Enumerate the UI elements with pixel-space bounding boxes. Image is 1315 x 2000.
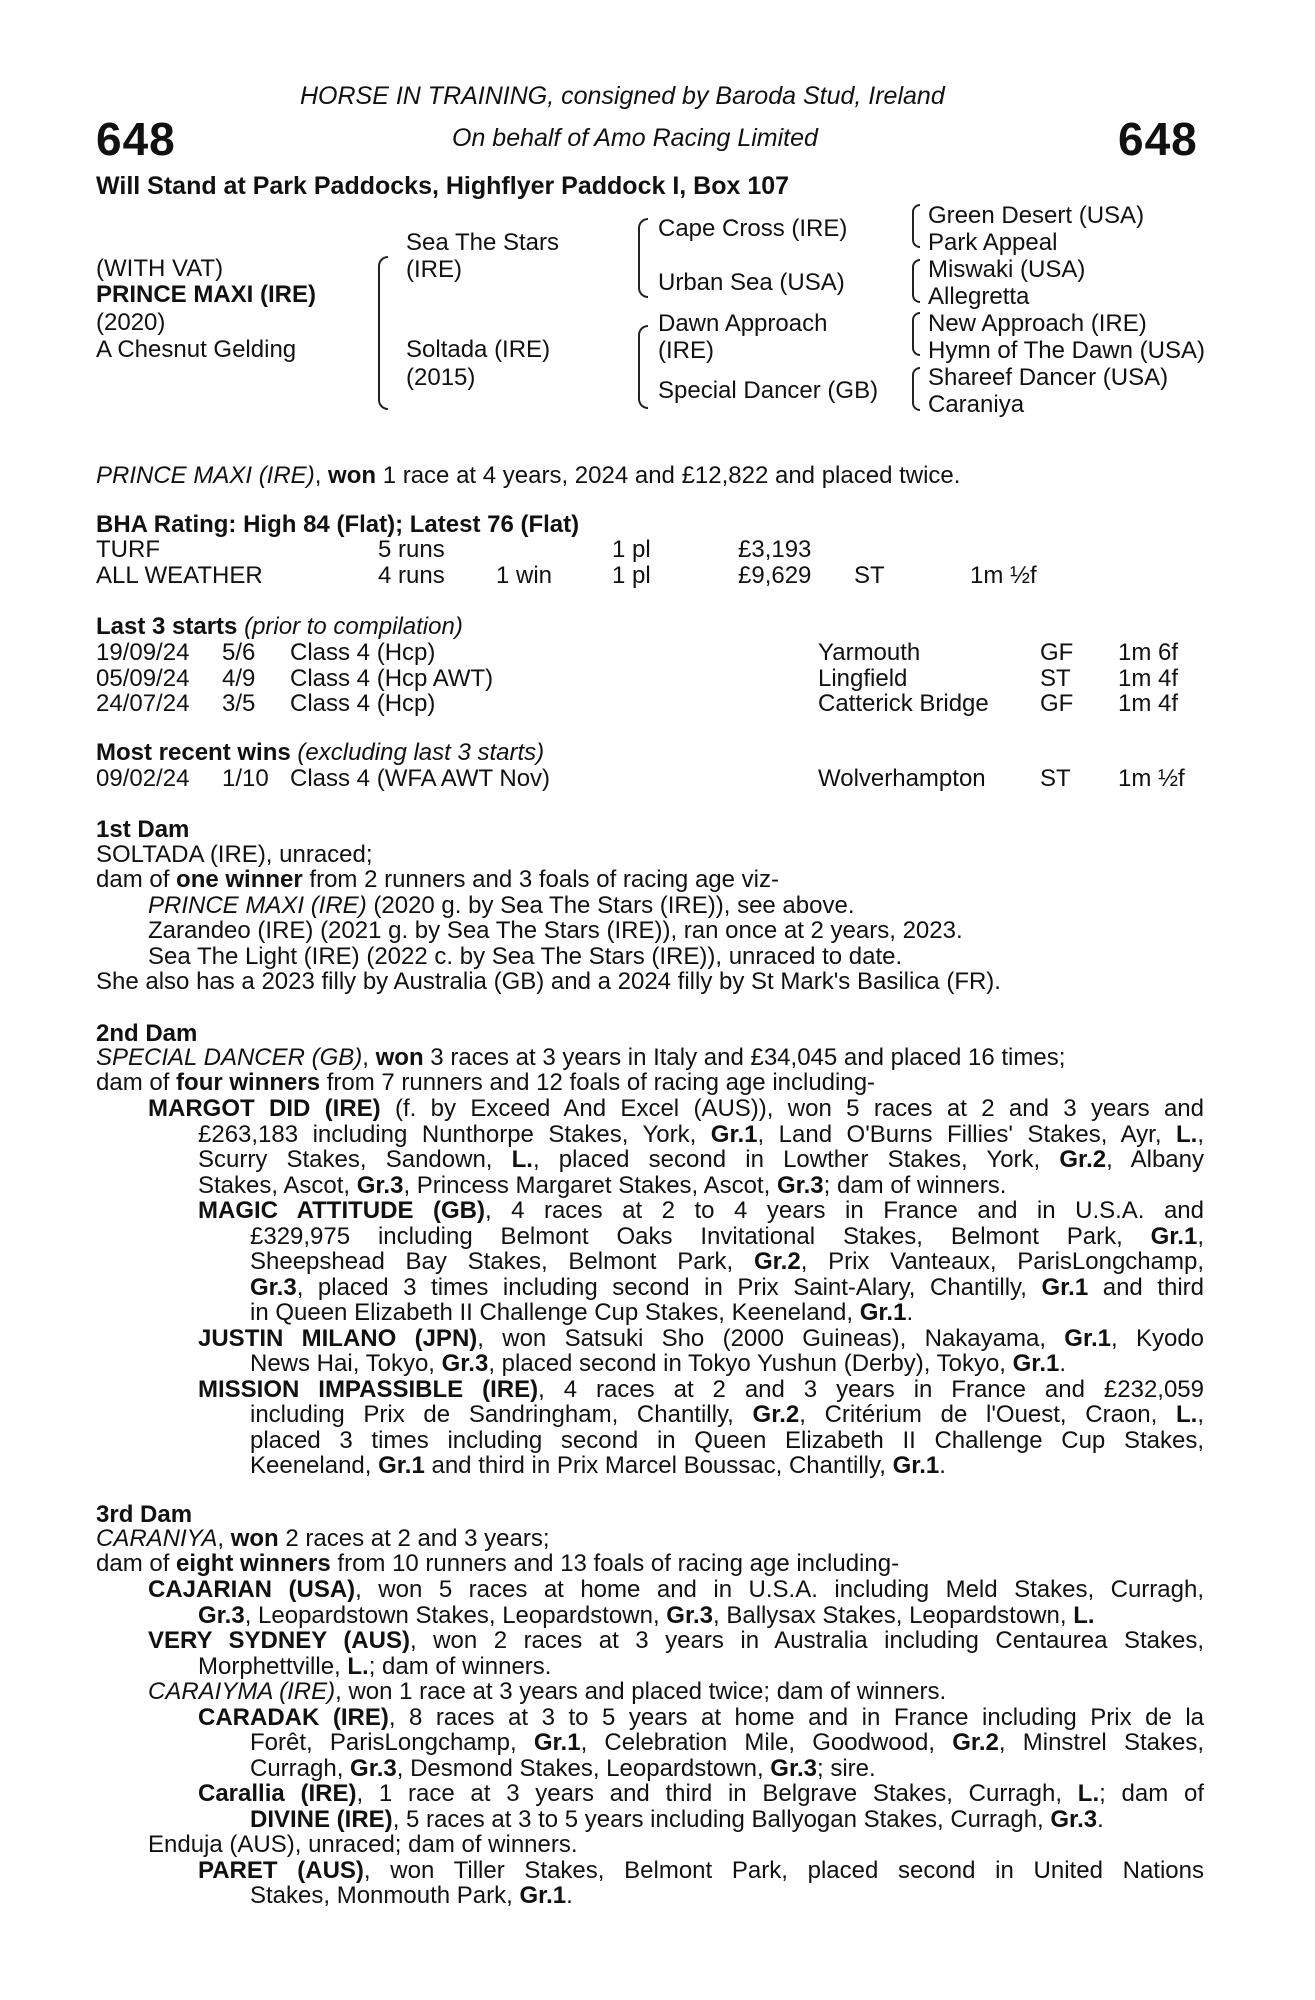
cajarian-line: CAJARIAN (USA), won 5 races at home and in U.S.A. including Meld Stakes, Curragh, bbox=[148, 1577, 1204, 1603]
grandparent-4: Allegretta bbox=[928, 283, 1030, 310]
rating-money-1: £9,629 bbox=[738, 562, 812, 589]
pedigree-brace-4 bbox=[912, 204, 920, 248]
dam3-line2: dam of eight winners from 10 runners and 13 foals of racing age including- bbox=[96, 1550, 900, 1577]
last3-row-pos: 3/5 bbox=[222, 690, 256, 717]
enduja-line: Enduja (AUS), unraced; dam of winners. bbox=[148, 1831, 578, 1858]
rating-pl-1: 1 pl bbox=[612, 562, 651, 589]
dam3-title: 3rd Dam bbox=[96, 1501, 193, 1528]
magic-attitude-line: £329,975 including Belmont Oaks Invitational Stakes, Belmont Park, Gr.1, bbox=[250, 1223, 1204, 1250]
dam2-title: 2nd Dam bbox=[96, 1020, 198, 1047]
rating-money-0: £3,193 bbox=[738, 536, 812, 563]
rating-surface-0: TURF bbox=[96, 536, 160, 563]
dam1-line5: Sea The Light (IRE) (2022 c. by Sea The Stars (IRE)), unraced to date. bbox=[148, 943, 903, 970]
caraiyma-line: CARAIYMA (IRE), won 1 race at 3 years and placed twice; dam of winners. bbox=[148, 1678, 947, 1705]
last3-row-going: GF bbox=[1040, 639, 1074, 666]
magic-attitude-line: in Queen Elizabeth II Challenge Cup Stakes, Keeneland, Gr.1. bbox=[250, 1299, 914, 1326]
rating-pl-0: 1 pl bbox=[612, 536, 651, 563]
behalf-line: On behalf of Amo Racing Limited bbox=[452, 124, 818, 152]
margot-did-line: £263,183 including Nunthorpe Stakes, York, Gr.1, Land O'Burns Fillies' Stakes, Ayr, L., bbox=[198, 1121, 1204, 1148]
carallia-line: Carallia (IRE), 1 race at 3 years and third in Belgrave Stakes, Curragh, L.; dam of bbox=[198, 1781, 1204, 1807]
dam1-line1: SOLTADA (IRE), unraced; bbox=[96, 841, 373, 868]
last3-row-going: ST bbox=[1040, 664, 1071, 692]
consignor-line: HORSE IN TRAINING, consigned by Baroda Stud, Ireland bbox=[300, 82, 945, 110]
rating-dist-1: 1m ½f bbox=[970, 562, 1037, 589]
justin-milano-line: News Hai, Tokyo, Gr.3, placed second in Tokyo Yushun (Derby), Tokyo, Gr.1. bbox=[250, 1350, 1067, 1377]
vat-label: (WITH VAT) bbox=[96, 255, 224, 282]
lot-number-left: 648 bbox=[96, 113, 176, 165]
horse-desc: A Chesnut Gelding bbox=[96, 336, 297, 363]
rating-runs-1: 4 runs bbox=[378, 562, 445, 589]
horse-year: (2020) bbox=[96, 309, 166, 336]
dam-dam: Special Dancer (GB) bbox=[658, 377, 879, 404]
recent-row-race: Class 4 (WFA AWT Nov) bbox=[290, 765, 551, 792]
recent-row-date: 09/02/24 bbox=[96, 765, 190, 792]
last3-row-pos: 4/9 bbox=[222, 664, 256, 692]
last3-row-course: Yarmouth bbox=[818, 639, 921, 666]
pedigree-brace-2 bbox=[638, 218, 648, 298]
last3-row-dist: 1m 6f bbox=[1118, 639, 1179, 666]
recent-title: Most recent wins bbox=[96, 739, 291, 766]
paret-line: Stakes, Monmouth Park, Gr.1. bbox=[250, 1882, 573, 1909]
dam1-title: 1st Dam bbox=[96, 816, 190, 843]
last3-row-pos: 5/6 bbox=[222, 639, 256, 666]
margot-did-line: Stakes, Ascot, Gr.3, Princess Margaret Stakes, Ascot, Gr.3; dam of winners. bbox=[198, 1171, 1007, 1199]
pedigree-brace-7 bbox=[912, 367, 920, 411]
dam-year: (2015) bbox=[406, 364, 476, 391]
magic-attitude-line: Gr.3, placed 3 times including second in Prix Saint-Alary, Chantilly, Gr.1 and third bbox=[250, 1274, 1204, 1301]
justin-milano-line: JUSTIN MILANO (JPN), won Satsuki Sho (2000 Guineas), Nakayama, Gr.1, Kyodo bbox=[198, 1325, 1204, 1352]
grandparent-1: Green Desert (USA) bbox=[928, 202, 1145, 229]
last3-row-date: 24/07/24 bbox=[96, 690, 190, 717]
rating-title: BHA Rating: High 84 (Flat); Latest 76 (Flat) bbox=[96, 511, 580, 538]
caradak-line: Forêt, ParisLongchamp, Gr.1, Celebration Mile, Goodwood, Gr.2, Minstrel Stakes, bbox=[250, 1730, 1204, 1756]
last3-row-dist: 1m 4f bbox=[1118, 664, 1179, 692]
recent-row-going: ST bbox=[1040, 765, 1071, 792]
recent-row-dist: 1m ½f bbox=[1118, 765, 1185, 792]
divine-line: DIVINE (IRE), 5 races at 3 to 5 years including Ballyogan Stakes, Curragh, Gr.3. bbox=[250, 1805, 1104, 1833]
dam2-line2: dam of four winners from 7 runners and 12 foals of racing age including- bbox=[96, 1069, 876, 1096]
grandparent-7: Shareef Dancer (USA) bbox=[928, 364, 1169, 391]
very-sydney-line: VERY SYDNEY (AUS), won 2 races at 3 years in Australia including Centaurea Stakes, bbox=[148, 1628, 1204, 1654]
dam1-line6: She also has a 2023 filly by Australia (GB) and a 2024 filly by St Mark's Basilica (FR). bbox=[96, 968, 1001, 995]
mission-impassible-line: Keeneland, Gr.1 and third in Prix Marcel Boussac, Chantilly, Gr.1. bbox=[250, 1452, 946, 1479]
caradak-line: CARADAK (IRE), 8 races at 3 to 5 years at home and in France including Prix de la bbox=[198, 1704, 1204, 1731]
magic-attitude-line: MAGIC ATTITUDE (GB), 4 races at 2 to 4 years in France and in U.S.A. and bbox=[198, 1198, 1204, 1224]
dam1-line3: PRINCE MAXI (IRE) (2020 g. by Sea The Stars (IRE)), see above. bbox=[148, 892, 855, 919]
last3-title: Last 3 starts bbox=[96, 613, 238, 640]
dam1-line4: Zarandeo (IRE) (2021 g. by Sea The Stars (IRE)), ran once at 2 years, 2023. bbox=[148, 917, 963, 944]
location-line: Will Stand at Park Paddocks, Highflyer Paddock I, Box 107 bbox=[96, 172, 790, 200]
dam-sire: Dawn Approach bbox=[658, 310, 828, 337]
race-summary: PRINCE MAXI (IRE), won 1 race at 4 years, 2024 and £12,822 and placed twice. bbox=[96, 462, 961, 489]
last3-row-date: 19/09/24 bbox=[96, 639, 190, 666]
mission-impassible-line: including Prix de Sandringham, Chantilly, Gr.2, Critérium de l'Ouest, Craon, L., bbox=[250, 1402, 1204, 1428]
mission-impassible-line: MISSION IMPASSIBLE (IRE), 4 races at 2 and 3 years in France and £232,059 bbox=[198, 1376, 1204, 1403]
magic-attitude-line: Sheepshead Bay Stakes, Belmont Park, Gr.2, Prix Vanteaux, ParisLongchamp, bbox=[250, 1249, 1204, 1275]
summary-name: PRINCE MAXI (IRE) bbox=[96, 462, 315, 489]
last3-row-race: Class 4 (Hcp AWT) bbox=[290, 664, 494, 692]
summary-text: 1 race at 4 years, 2024 and £12,822 and placed twice. bbox=[376, 462, 961, 489]
lot-number-right: 648 bbox=[1118, 113, 1198, 165]
last3-row-dist: 1m 4f bbox=[1118, 690, 1179, 717]
sire-sire: Cape Cross (IRE) bbox=[658, 215, 848, 242]
pedigree-brace-1 bbox=[378, 256, 388, 410]
last3-row-race: Class 4 (Hcp) bbox=[290, 690, 436, 717]
cajarian-line: Gr.3, Leopardstown Stakes, Leopardstown, Gr.3, Ballysax Stakes, Leopardstown, L. bbox=[198, 1601, 1095, 1629]
margot-did-line: Scurry Stakes, Sandown, L., placed second in Lowther Stakes, York, Gr.2, Albany bbox=[198, 1147, 1204, 1173]
sire-country: (IRE) bbox=[406, 256, 462, 283]
grandparent-6: Hymn of The Dawn (USA) bbox=[928, 337, 1205, 364]
recent-row-pos: 1/10 bbox=[222, 765, 269, 792]
rating-surface-1: ALL WEATHER bbox=[96, 562, 263, 589]
recent-heading bbox=[96, 740, 544, 766]
last3-row-race: Class 4 (Hcp) bbox=[290, 639, 436, 666]
last3-row-course: Lingfield bbox=[818, 664, 908, 692]
dam-name: Soltada (IRE) bbox=[406, 336, 551, 363]
sire-name: Sea The Stars bbox=[406, 229, 559, 256]
rating-going-1: ST bbox=[854, 562, 885, 589]
paret-line: PARET (AUS), won Tiller Stakes, Belmont Park, placed second in United Nations bbox=[198, 1857, 1204, 1884]
mission-impassible-line: placed 3 times including second in Queen Elizabeth II Challenge Cup Stakes, bbox=[250, 1427, 1204, 1454]
grandparent-8: Caraniya bbox=[928, 391, 1025, 418]
horse-name: PRINCE MAXI (IRE) bbox=[96, 281, 317, 308]
rating-runs-0: 5 runs bbox=[378, 536, 445, 563]
pedigree-brace-5 bbox=[912, 259, 920, 303]
summary-won: won bbox=[328, 462, 377, 489]
caradak-line: Curragh, Gr.3, Desmond Stakes, Leopardstown, Gr.3; sire. bbox=[250, 1754, 876, 1782]
last3-heading bbox=[96, 614, 463, 640]
very-sydney-line: Morphettville, L.; dam of winners. bbox=[198, 1652, 552, 1680]
last3-row-course: Catterick Bridge bbox=[818, 690, 989, 717]
dam1-line2: dam of one winner from 2 runners and 3 foals of racing age viz- bbox=[96, 866, 779, 893]
last3-row-going: GF bbox=[1040, 690, 1074, 717]
grandparent-3: Miswaki (USA) bbox=[928, 256, 1086, 283]
grandparent-2: Park Appeal bbox=[928, 229, 1058, 256]
recent-row-course: Wolverhampton bbox=[818, 765, 986, 792]
pedigree-brace-6 bbox=[912, 312, 920, 356]
last3-row-date: 05/09/24 bbox=[96, 664, 190, 692]
recent-note: (excluding last 3 starts) bbox=[297, 739, 545, 766]
margot-did-line: MARGOT DID (IRE) (f. by Exceed And Excel (AUS)), won 5 races at 2 and 3 years and bbox=[148, 1096, 1204, 1122]
rating-wins-1: 1 win bbox=[496, 562, 553, 589]
sire-dam: Urban Sea (USA) bbox=[658, 269, 845, 296]
dam3-line1: CARANIYA, won 2 races at 2 and 3 years; bbox=[96, 1525, 550, 1552]
pedigree-brace-3 bbox=[638, 325, 648, 409]
last3-note: (prior to compilation) bbox=[244, 613, 463, 640]
grandparent-5: New Approach (IRE) bbox=[928, 310, 1147, 337]
dam2-line1: SPECIAL DANCER (GB), won 3 races at 3 years in Italy and £34,045 and placed 16 times; bbox=[96, 1044, 1066, 1071]
dam-sire-country: (IRE) bbox=[658, 337, 714, 364]
